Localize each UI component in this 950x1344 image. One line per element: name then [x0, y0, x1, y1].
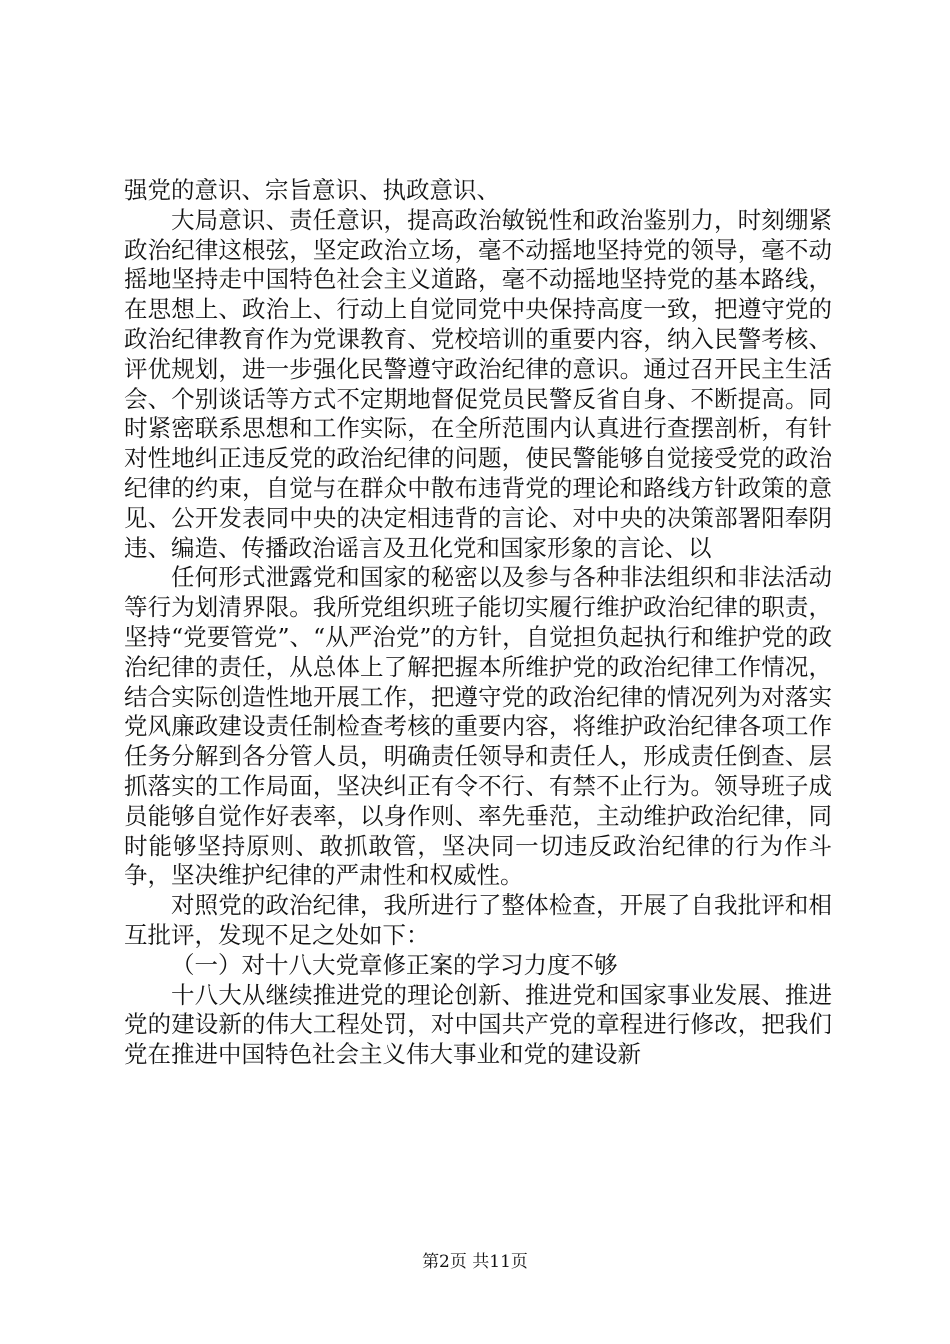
- page-footer: 第2页 共11页: [422, 1252, 528, 1272]
- body-text: [124, 176, 832, 1070]
- paragraph-1: 强党的意识、宗旨意识、执政意识、: [124, 176, 500, 204]
- paragraph-5: 十八大从继续推进党的理论创新、推进党和国家事业发展、推进党的建设新的伟大工程处罚，对中国共产党的章程进行修改，把我们党在推进中国特色社会主义伟大事业和党的建设新: [124, 980, 832, 1069]
- paragraph-2: 大局意识、责任意识，提高政治敏锐性和政治鉴别力，时刻绷紧政治纪律这根弦，坚定政治立场，毫不动摇地坚持党的领导，毫不动摇地坚持走中国特色社会主义道路，毫不动摇地坚持党的基本路线，在思想上、政治上、行动上自觉同党中央保持高度一致，把遵守党的政治纪律教育作为党课教育、党校培训的重要内容，纳入民警考核、评优规划，进一步强化民警遵守政治纪律的意识。通过召开民主生活会、个别谈话等方式不定期地督促党员民警反省自身、不断提高。同时紧密联系思想和工作实际，在全所范围内认真进行查摆剖析，有针对性地纠正违反党的政治纪律的问题，使民警能够自觉接受党的政治纪律的约束，自觉与在群众中散布违背党的理论和路线方针政策的意见、公开发表同中央的决定相违背的言论、对中央的决策部署阳奉阴违、编造、传播政治谣言及丑化党和国家形象的言论、以: [124, 205, 832, 562]
- paragraph-4: 对照党的政治纪律，我所进行了整体检查，开展了自我批评和相互批评，发现不足之处如下：: [124, 891, 832, 949]
- paragraph-3: 任何形式泄露党和国家的秘密以及参与各种非法组织和非法活动等行为划清界限。我所党组织班子能切实履行维护政治纪律的职责，坚持“党要管党”、“从严治党”的方针，自觉担负起执行和维护党的政治纪律的责任，从总体上了解把握本所维护党的政治纪律工作情况，结合实际创造性地开展工作，把遵守党的政治纪律的情况列为对落实党风廉政建设责任制检查考核的重要内容，将维护政治纪律各项工作任务分解到各分管人员，明确责任领导和责任人，形成责任倒查、层抓落实的工作局面，坚决纠正有令不行、有禁不止行为。领导班子成员能够自觉作好表率，以身作则、率先垂范，主动维护政治纪律，同时能够坚持原则、敢抓敢管，坚决同一切违反政治纪律的行为作斗争，坚决维护纪律的严肃性和权威性。: [124, 563, 832, 890]
- section-heading-1: （一）对十八大党章修正案的学习力度不够: [171, 950, 618, 979]
